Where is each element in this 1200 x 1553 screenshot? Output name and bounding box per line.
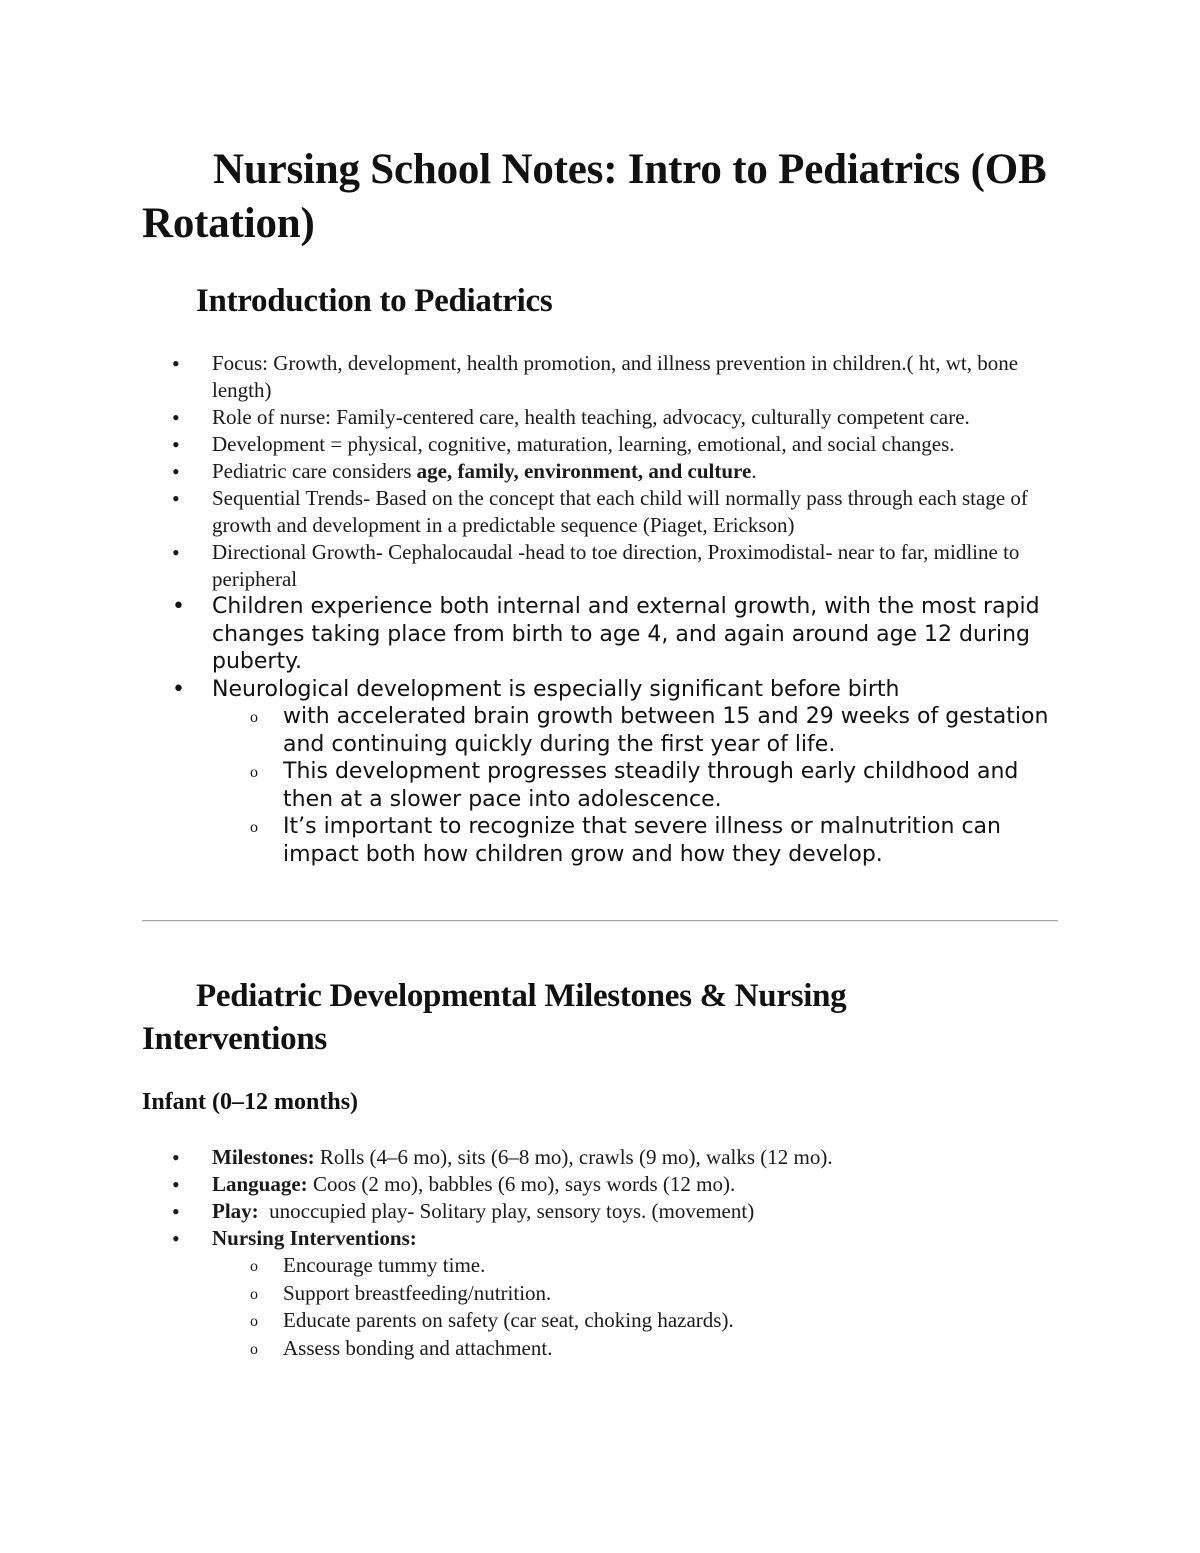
bullet-icon: • xyxy=(172,676,185,702)
sub-list-item xyxy=(0,1280,1070,1308)
list-item xyxy=(0,458,1070,485)
bullet-icon: • xyxy=(172,351,180,376)
sub-bullet-icon: o xyxy=(250,1313,258,1330)
list-item-label: Play: xyxy=(212,1199,259,1223)
list-item xyxy=(0,431,1070,458)
sub-list-item-text: It’s important to recognize that severe illness or malnutrition can impact both how children grow and how they develop. xyxy=(283,814,1001,867)
sub-list-item-text: This development progresses steadily through early childhood and then at a slower pace into adolescence. xyxy=(283,759,1019,812)
list-item-text: Coos (2 mo), babbles (6 mo), says words (12 mo). xyxy=(307,1172,736,1196)
sub-list-item-text: Educate parents on safety (car seat, choking hazards). xyxy=(283,1308,734,1332)
list-item-text: Sequential Trends- Based on the concept that each child will normally pass through each stage of growth and development in a predictable sequence (Piaget, Erickson) xyxy=(212,486,1028,537)
list-item-text: Rolls (4–6 mo), sits (6–8 mo), crawls (9 mo), walks (12 mo). xyxy=(314,1145,833,1169)
sub-bullet-icon: o xyxy=(250,1285,258,1303)
list-item-text: Neurological development is especially significant before birth xyxy=(212,676,900,702)
intro-bullet-list xyxy=(0,350,1070,868)
list-item-text-bold: age, family, environment, and culture xyxy=(416,459,752,483)
milestones-heading: Pediatric Developmental Milestones & Nursing Interventions xyxy=(142,978,847,1057)
bullet-icon: • xyxy=(172,594,185,619)
list-item-label: Language: xyxy=(212,1172,308,1196)
bullet-icon: • xyxy=(172,540,180,565)
list-item-label: Nursing Interventions: xyxy=(212,1226,417,1250)
sub-list-item xyxy=(0,1252,1070,1280)
list-item-text-suffix: . xyxy=(751,459,757,483)
sub-bullet-icon: o xyxy=(250,709,258,726)
list-item-text: Focus: Growth, development, health promotion, and illness prevention in children.( ht, wt, bone length) xyxy=(212,351,1019,402)
document-title: Nursing School Notes: Intro to Pediatrics (OB Rotation) xyxy=(142,146,1047,247)
list-item-text: unoccupied play- Solitary play, sensory toys. (movement) xyxy=(258,1199,755,1223)
bullet-icon: • xyxy=(172,405,180,430)
list-item-label: Milestones: xyxy=(212,1145,315,1169)
bullet-icon: • xyxy=(172,432,180,457)
bullet-icon: • xyxy=(172,486,180,511)
list-item xyxy=(0,1144,1070,1171)
list-item xyxy=(0,1171,1070,1198)
bullet-icon: • xyxy=(172,1145,180,1170)
infant-bullet-list xyxy=(0,1144,1070,1362)
sub-list-item xyxy=(0,1335,1070,1363)
list-item xyxy=(0,404,1070,431)
sub-list-item xyxy=(0,703,1070,758)
list-item xyxy=(0,593,1070,676)
sub-list-item xyxy=(0,758,1070,813)
list-item xyxy=(0,1225,1070,1252)
list-item xyxy=(0,350,1070,404)
list-item xyxy=(0,539,1070,593)
sub-bullet-icon: o xyxy=(250,1340,258,1358)
sub-bullet-icon: o xyxy=(250,764,258,781)
sub-list-item-text: Assess bonding and attachment. xyxy=(283,1335,553,1360)
list-item-text: Development = physical, cognitive, maturation, learning, emotional, and social changes. xyxy=(212,432,955,456)
list-item xyxy=(0,676,1070,704)
sub-bullet-icon: o xyxy=(250,1258,258,1275)
bullet-icon: • xyxy=(172,1199,180,1224)
section-divider xyxy=(142,920,1058,922)
bullet-icon: • xyxy=(172,1226,180,1251)
intro-heading: Introduction to Pediatrics xyxy=(196,283,553,319)
sub-list-item-text: Encourage tummy time. xyxy=(283,1253,486,1277)
list-item xyxy=(0,1198,1070,1225)
sub-list-item-text: Support breastfeeding/nutrition. xyxy=(283,1280,552,1305)
list-item-text: Children experience both internal and external growth, with the most rapid changes taking place from birth to age 4, and again around age 12 during puberty. xyxy=(212,594,1040,674)
list-item-text-prefix: Pediatric care considers xyxy=(212,459,417,483)
sub-list-item xyxy=(0,813,1070,868)
sub-list-item-text: with accelerated brain growth between 15 and 29 weeks of gestation and continuing quickly during the first year of life. xyxy=(283,704,1049,757)
bullet-icon: • xyxy=(172,459,180,484)
infant-heading: Infant (0–12 months) xyxy=(142,1089,359,1115)
list-item xyxy=(0,485,1070,539)
sub-bullet-icon: o xyxy=(250,819,258,836)
list-item-text: Role of nurse: Family-centered care, health teaching, advocacy, culturally competent care. xyxy=(212,405,970,429)
list-item-text: Directional Growth- Cephalocaudal -head to toe direction, Proximodistal- near to far, midline to peripheral xyxy=(212,540,1020,591)
bullet-icon: • xyxy=(172,1172,180,1197)
sub-list-item xyxy=(0,1307,1070,1335)
